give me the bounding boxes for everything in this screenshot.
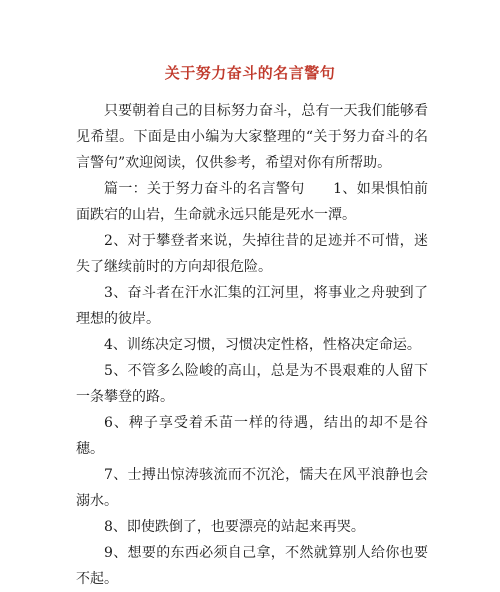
quote-paragraph: 8、即使跌倒了，也要漂亮的站起来再哭。 — [104, 519, 365, 535]
quote-paragraph: 4、训练决定习惯，习惯决定性格，性格决定命运。 — [104, 337, 421, 353]
document-title: 关于努力奋斗的名言警句 — [164, 64, 336, 82]
section-heading-paragraph: 篇一：关于努力奋斗的名言警句 1、如果惧怕前面跌宕的山岩，生命就永远只能是死水一潭。 — [76, 181, 428, 223]
quote-paragraph: 2、对于攀登者来说，失掉往昔的足迹并不可惜，迷失了继续前时的方向却很危险。 — [76, 233, 428, 275]
quote-paragraph: 3、奋斗者在汗水汇集的江河里，将事业之舟驶到了理想的彼岸。 — [76, 285, 428, 327]
quote-paragraph: 9、想要的东西必须自己拿，不然就算别人给你也要不起。 — [76, 545, 428, 587]
quote-paragraph: 5、不管多么险峻的高山，总是为不畏艰难的人留下一条攀登的路。 — [76, 363, 428, 405]
quote-paragraph: 7、士搏出惊涛骇流而不沉沦，懦夫在风平浪静也会溺水。 — [76, 467, 428, 509]
document-body — [76, 98, 428, 592]
quote-paragraph: 6、稗子享受着禾苗一样的待遇，结出的却不是谷穗。 — [76, 415, 428, 457]
intro-paragraph: 只要朝着自己的目标努力奋斗，总有一天我们能够看见希望。下面是由小编为大家整理的“关于努力奋斗的名言警句”欢迎阅读，仅供参考，希望对你有所帮助。 — [76, 103, 428, 171]
